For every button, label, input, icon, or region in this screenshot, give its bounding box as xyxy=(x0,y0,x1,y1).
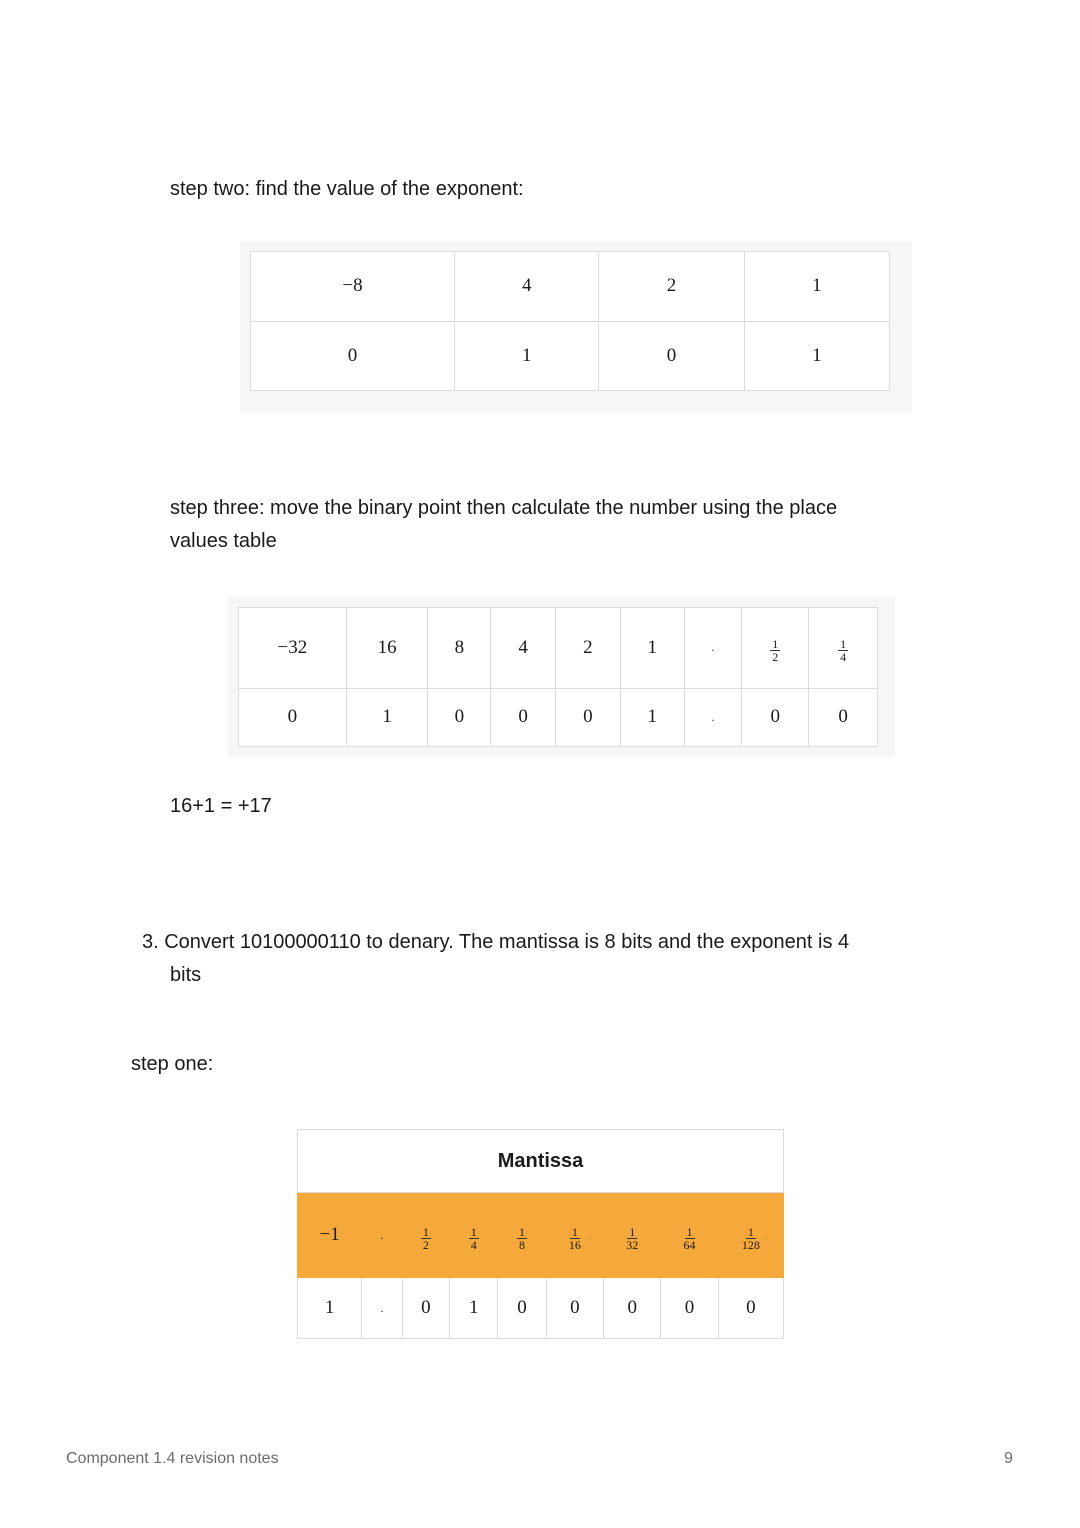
table-cell: 0 xyxy=(742,688,809,746)
table-cell: 1 xyxy=(744,252,889,322)
table-cell: 4 xyxy=(455,252,599,322)
fraction-numerator: 1 xyxy=(422,1224,429,1239)
table-cell: 0 xyxy=(809,688,878,746)
fraction-denominator: 2 xyxy=(772,650,779,665)
table-cell xyxy=(809,608,878,689)
place-values-table-wrap xyxy=(228,597,895,757)
table-cell: 0 xyxy=(498,1278,546,1339)
fraction-denominator: 8 xyxy=(519,1237,526,1252)
table-cell: 1 xyxy=(620,688,684,746)
table-row xyxy=(239,688,878,746)
table-cell: 0 xyxy=(661,1278,718,1339)
table-cell: 1 xyxy=(298,1278,362,1339)
binary-point-cell: . xyxy=(362,1278,402,1339)
fraction-numerator: 1 xyxy=(519,1224,526,1239)
fraction xyxy=(682,1226,698,1251)
table-cell xyxy=(661,1193,718,1278)
table-cell: 8 xyxy=(428,608,491,689)
table-cell: 1 xyxy=(450,1278,498,1339)
binary-point-cell: . xyxy=(684,608,742,689)
fraction-numerator: 1 xyxy=(686,1224,693,1239)
table-cell: 1 xyxy=(620,608,684,689)
table-cell xyxy=(450,1193,498,1278)
exponent-table-wrap xyxy=(240,241,912,413)
page-number: 9 xyxy=(1004,1450,1013,1467)
table-cell: 2 xyxy=(599,252,744,322)
table-cell: 2 xyxy=(556,608,621,689)
table-cell: 0 xyxy=(599,321,744,391)
result-text: 16+1 = +17 xyxy=(170,795,272,817)
table-cell: 16 xyxy=(346,608,428,689)
binary-point-cell: . xyxy=(362,1193,402,1278)
question-3-line-2: bits xyxy=(170,964,202,986)
table-cell: 0 xyxy=(718,1278,783,1339)
table-cell: 0 xyxy=(491,688,556,746)
fraction-denominator: 32 xyxy=(626,1237,639,1252)
table-row xyxy=(239,608,878,689)
fraction-denominator: 64 xyxy=(683,1237,696,1252)
question-3-line-1: 3. Convert 10100000110 to denary. The mantissa is 8 bits and the exponent is 4 xyxy=(142,931,850,953)
table-cell: 0 xyxy=(556,688,621,746)
table-cell xyxy=(604,1193,661,1278)
step-three-text xyxy=(170,492,837,558)
table-cell: 0 xyxy=(546,1278,603,1339)
fraction xyxy=(740,1226,762,1251)
table-cell: 0 xyxy=(428,688,491,746)
fraction-numerator: 1 xyxy=(772,637,779,652)
step-one-text: step one: xyxy=(131,1053,214,1075)
fraction-numerator: 1 xyxy=(747,1224,754,1239)
question-3-text xyxy=(142,926,849,992)
table-cell: 1 xyxy=(346,688,428,746)
step-two-text: step two: find the value of the exponent: xyxy=(170,178,524,200)
table-cell xyxy=(498,1193,546,1278)
mantissa-table xyxy=(297,1129,784,1339)
fraction-denominator: 4 xyxy=(840,650,847,665)
table-cell xyxy=(742,608,809,689)
table-cell xyxy=(718,1193,783,1278)
table-cell: 0 xyxy=(251,321,455,391)
exponent-table xyxy=(250,251,890,391)
fraction-numerator: 1 xyxy=(840,637,847,652)
fraction xyxy=(517,1226,527,1251)
fraction-numerator: 1 xyxy=(470,1224,477,1239)
table-cell: 1 xyxy=(744,321,889,391)
table-row xyxy=(298,1130,784,1193)
table-cell: 4 xyxy=(491,608,556,689)
table-cell: 0 xyxy=(402,1278,449,1339)
fraction-denominator: 4 xyxy=(470,1237,477,1252)
binary-point-cell: . xyxy=(684,688,742,746)
table-cell: −8 xyxy=(251,252,455,322)
table-cell xyxy=(402,1193,449,1278)
table-cell: 0 xyxy=(604,1278,661,1339)
step-three-line-1: step three: move the binary point then calculate the number using the place xyxy=(170,497,838,519)
table-cell xyxy=(546,1193,603,1278)
place-values-table xyxy=(238,607,878,747)
mantissa-title: Mantissa xyxy=(298,1130,784,1193)
fraction-denominator: 2 xyxy=(422,1237,429,1252)
fraction-denominator: 128 xyxy=(741,1237,760,1252)
fraction xyxy=(421,1226,431,1251)
step-three-line-2: values table xyxy=(170,530,277,552)
footer-title: Component 1.4 revision notes xyxy=(66,1450,279,1467)
table-cell: 1 xyxy=(455,321,599,391)
table-row xyxy=(251,321,890,391)
fraction-denominator: 16 xyxy=(568,1237,581,1252)
fraction xyxy=(770,638,780,663)
table-row xyxy=(298,1193,784,1278)
fraction xyxy=(624,1226,640,1251)
fraction xyxy=(567,1226,583,1251)
table-cell: 0 xyxy=(239,688,347,746)
fraction-numerator: 1 xyxy=(629,1224,636,1239)
fraction xyxy=(838,638,848,663)
table-cell: −1 xyxy=(298,1193,362,1278)
table-row xyxy=(298,1278,784,1339)
fraction-numerator: 1 xyxy=(571,1224,578,1239)
table-row xyxy=(251,252,890,322)
fraction xyxy=(469,1226,479,1251)
table-cell: −32 xyxy=(239,608,347,689)
